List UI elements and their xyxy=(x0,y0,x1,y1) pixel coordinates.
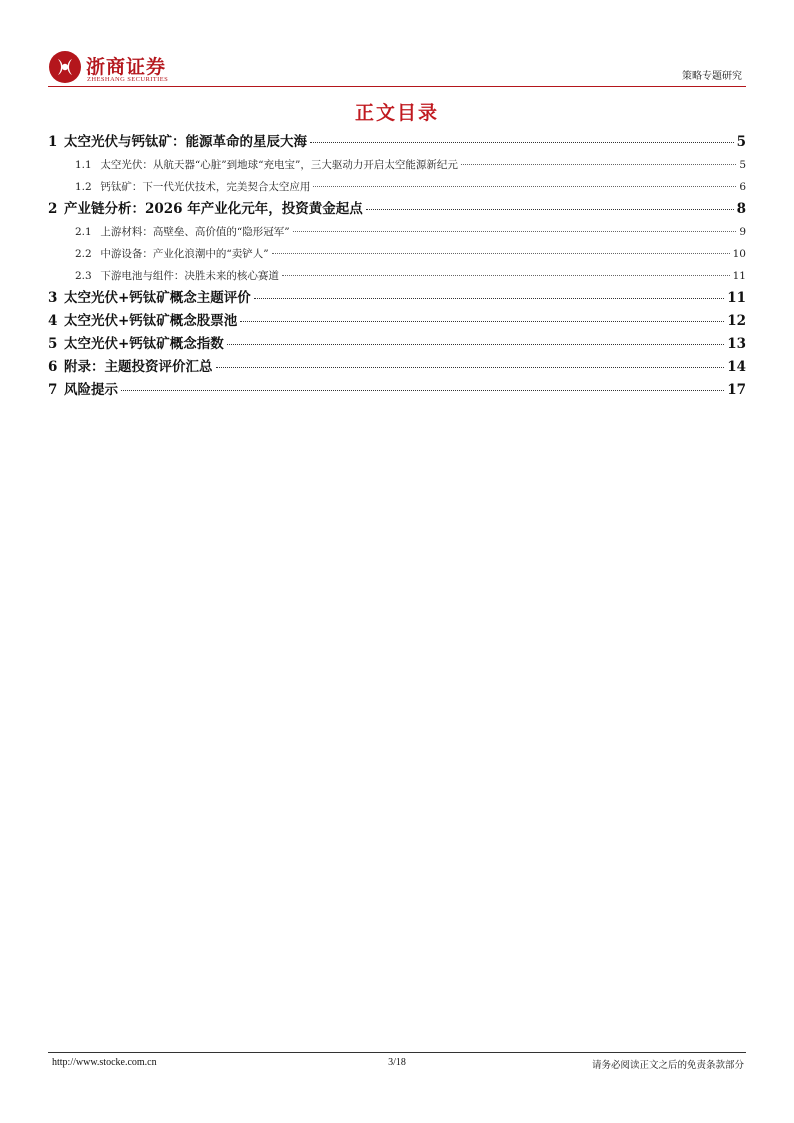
table-of-contents xyxy=(48,131,746,402)
toc-leader-dots xyxy=(461,163,736,165)
toc-entry[interactable] xyxy=(48,154,746,176)
toc-leader-dots xyxy=(240,320,724,322)
toc-leader-dots xyxy=(216,366,725,368)
toc-leader-dots xyxy=(310,141,734,143)
toc-entry-number: 7 xyxy=(48,382,58,398)
toc-entry-page: 10 xyxy=(732,248,746,260)
toc-entry-page: 11 xyxy=(732,270,746,282)
toc-leader-dots xyxy=(282,274,730,276)
toc-entry-number: 1.1 xyxy=(75,159,92,171)
report-type: 策略专题研究 xyxy=(682,71,742,82)
toc-entry-page: 5 xyxy=(739,159,746,171)
toc-entry[interactable] xyxy=(48,265,746,287)
toc-entry-number: 2 xyxy=(48,201,58,217)
toc-entry[interactable] xyxy=(48,379,746,402)
toc-entry-text: 钙钛矿：下一代光伏技术，完美契合太空应用 xyxy=(100,181,311,193)
toc-entry[interactable] xyxy=(48,310,746,333)
toc-entry-page: 12 xyxy=(727,313,746,329)
toc-entry-text: 风险提示 xyxy=(64,382,118,398)
toc-entry-text: 产业链分析：2026 年产业化元年，投资黄金起点 xyxy=(64,201,363,217)
toc-leader-dots xyxy=(366,208,734,210)
toc-entry-text: 太空光伏+钙钛矿概念指数 xyxy=(64,336,224,352)
page-number: 3/18 xyxy=(388,1057,406,1068)
footer-disclaimer: 请务必阅读正文之后的免责条款部分 xyxy=(591,1060,744,1071)
toc-entry-page: 11 xyxy=(727,290,746,306)
toc-entry-text: 太空光伏+钙钛矿概念主题评价 xyxy=(64,290,251,306)
toc-leader-dots xyxy=(293,230,737,232)
toc-entry-text: 上游材料：高壁垒、高价值的“隐形冠军” xyxy=(100,226,290,238)
footer-divider xyxy=(48,1052,746,1053)
toc-entry-number: 4 xyxy=(48,313,58,329)
toc-entry-number: 1.2 xyxy=(75,181,92,193)
toc-leader-dots xyxy=(227,343,724,345)
toc-entry[interactable] xyxy=(48,356,746,379)
toc-entry-text: 附录：主题投资评价汇总 xyxy=(64,359,213,375)
toc-entry-number: 6 xyxy=(48,359,58,375)
toc-title: 正文目录 xyxy=(354,102,439,124)
toc-entry-page: 13 xyxy=(727,336,746,352)
toc-entry[interactable] xyxy=(48,221,746,243)
toc-entry[interactable] xyxy=(48,243,746,265)
toc-entry-page: 14 xyxy=(727,359,746,375)
toc-entry[interactable] xyxy=(48,333,746,356)
brand-name-en: ZHESHANG SECURITIES xyxy=(87,76,169,83)
toc-entry-text: 中游设备：产业化浪潮中的“卖铲人” xyxy=(100,248,269,260)
toc-entry-number: 5 xyxy=(48,336,58,352)
header-divider xyxy=(48,86,746,87)
toc-entry-page: 5 xyxy=(736,134,746,150)
toc-entry-text: 太空光伏：从航天器“心脏”到地球“充电宝”，三大驱动力开启太空能源新纪元 xyxy=(100,159,458,171)
footer-url[interactable]: http://www.stocke.com.cn xyxy=(52,1057,157,1068)
toc-entry-number: 2.1 xyxy=(75,226,92,238)
toc-entry-text: 下游电池与组件：决胜未来的核心赛道 xyxy=(100,270,279,282)
toc-entry-text: 太空光伏+钙钛矿概念股票池 xyxy=(64,313,238,329)
toc-entry[interactable] xyxy=(48,131,746,154)
toc-entry-page: 17 xyxy=(727,382,746,398)
toc-leader-dots xyxy=(121,389,724,391)
toc-entry[interactable] xyxy=(48,176,746,198)
toc-entry-page: 6 xyxy=(739,181,746,193)
toc-entry-number: 1 xyxy=(48,134,58,150)
toc-entry-page: 8 xyxy=(736,201,746,217)
zheshang-logo-icon xyxy=(48,50,82,84)
toc-entry-number: 2.3 xyxy=(75,270,92,282)
toc-entry-page: 9 xyxy=(739,226,746,238)
toc-leader-dots xyxy=(272,252,730,254)
toc-leader-dots xyxy=(254,297,724,299)
page-header xyxy=(48,50,746,88)
toc-entry-text: 太空光伏与钙钛矿：能源革命的星辰大海 xyxy=(64,134,307,150)
toc-entry-number: 3 xyxy=(48,290,58,306)
toc-entry-number: 2.2 xyxy=(75,248,92,260)
toc-entry[interactable] xyxy=(48,287,746,310)
brand-name-cn: 浙商证券 xyxy=(86,56,167,78)
toc-entry[interactable] xyxy=(48,198,746,221)
toc-leader-dots xyxy=(313,185,736,187)
